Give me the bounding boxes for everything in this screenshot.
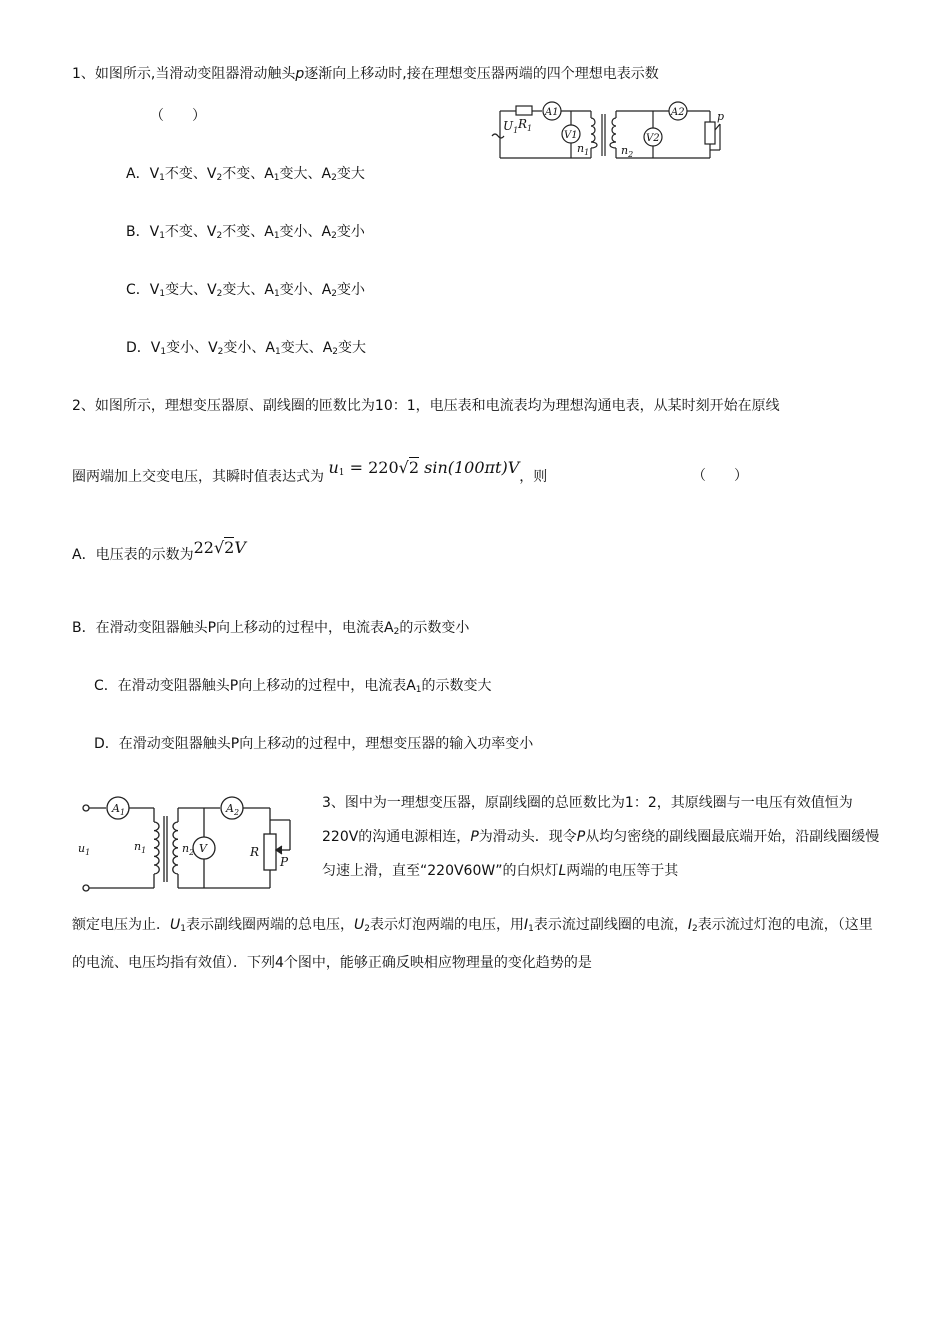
- q3-label-u1: $u_1$: [78, 842, 91, 857]
- q1-label-n2: $n_2$: [621, 144, 634, 159]
- q1-circuit-diagram: [488, 100, 738, 166]
- q1-stem-var: p: [295, 66, 305, 82]
- q3-voltmeter-v: V: [199, 842, 207, 855]
- q2-stem-line2: 圈两端加上交变电压，其瞬时值表达式为 $u_1 = 220√2$ sin(100πt)V，则: [72, 458, 548, 485]
- q2-option-b: B．在滑动变阻器触头P向上移动的过程中，电流表$A_2$的示数变小: [72, 620, 470, 637]
- q2-option-c: C．在滑动变阻器触头P向上移动的过程中，电流表$A_1$的示数变大: [94, 678, 492, 695]
- q2-stem-line1: 2、如图所示，理想变压器原、副线圈的匝数比为10：1，电压表和电流表均为理想沟通电表，从某时刻开始在原线: [72, 398, 780, 414]
- q2-option-a-formula: 22√2V: [193, 538, 246, 557]
- q3-ammeter-a1: $A_1$: [112, 802, 126, 817]
- q1-label-p: p: [717, 110, 725, 123]
- q1-ammeter-a1: A1: [545, 107, 559, 118]
- q1-stem: [72, 64, 659, 84]
- q1-label-u: $U_1$: [503, 119, 519, 135]
- q3-ammeter-a2: $A_2$: [226, 802, 240, 817]
- q1-stem-text: 1、如图所示,当滑动变阻器滑动触头: [72, 66, 296, 82]
- q1-option-a: A．$V_1$不变、$V_2$不变、$A_1$变大、$A_2$变大: [126, 166, 365, 183]
- q1-option-c: C．$V_1$变大、$V_2$变大、$A_1$变小、$A_2$变小: [126, 282, 366, 299]
- q1-option-b: B．$V_1$不变、$V_2$不变、$A_1$变小、$A_2$变小: [126, 224, 365, 241]
- q2-answer-blank: （ ）: [692, 468, 748, 484]
- q1-answer-blank: （ ）: [150, 108, 206, 124]
- q3-label-n2: $n_2$: [182, 842, 195, 857]
- q3-paragraph-1: 3、图中为一理想变压器，原副线圈的总匝数比为1：2，其原线圈与一电压有效值恒为220V的沟通电源相连，P为滑动头．现令P从均匀密绕的副线圈最底端开始，沿副线圈缓慢匀速上滑，直至“220V60W”的白炽灯L两端的电压等于其: [322, 795, 880, 879]
- q2-option-a: A．电压表的示数为22√2V: [72, 538, 246, 563]
- q1-ammeter-a2: A2: [671, 107, 685, 118]
- q3-label-r: R: [250, 845, 260, 859]
- q3-label-n1: $n_1$: [134, 840, 147, 855]
- q2-option-d: D．在滑动变阻器触头P向上移动的过程中，理想变压器的输入功率变小: [94, 736, 534, 752]
- q2-formula: $u_1 = 220√2$ sin(100πt)V: [328, 458, 520, 478]
- q3-label-p: P: [280, 855, 289, 869]
- q3-paragraph-2: 额定电压为止．$U_1$表示副线圈两端的总电压，$U_2$表示灯泡两端的电压，用$I_1$表示流过副线圈的电流，$I_2$表示流过灯泡的电流，（这里的电流、电压均指有效值）．下列4个图中，能够正确反映相应物理量的变化趋势的是: [72, 917, 873, 971]
- q1-voltmeter-v1: V1: [564, 130, 578, 141]
- q1-stem-text-2: 逐渐向上移动时,接在理想变压器两端的四个理想电表示数: [304, 66, 659, 82]
- q1-option-d: D．$V_1$变小、$V_2$变小、$A_1$变大、$A_2$变大: [126, 340, 367, 357]
- q1-label-r1: $R_1$: [518, 117, 533, 133]
- q3-circuit-diagram: [72, 794, 304, 898]
- q1-label-n1: $n_1$: [577, 142, 590, 157]
- q1-voltmeter-v2: V2: [646, 133, 660, 144]
